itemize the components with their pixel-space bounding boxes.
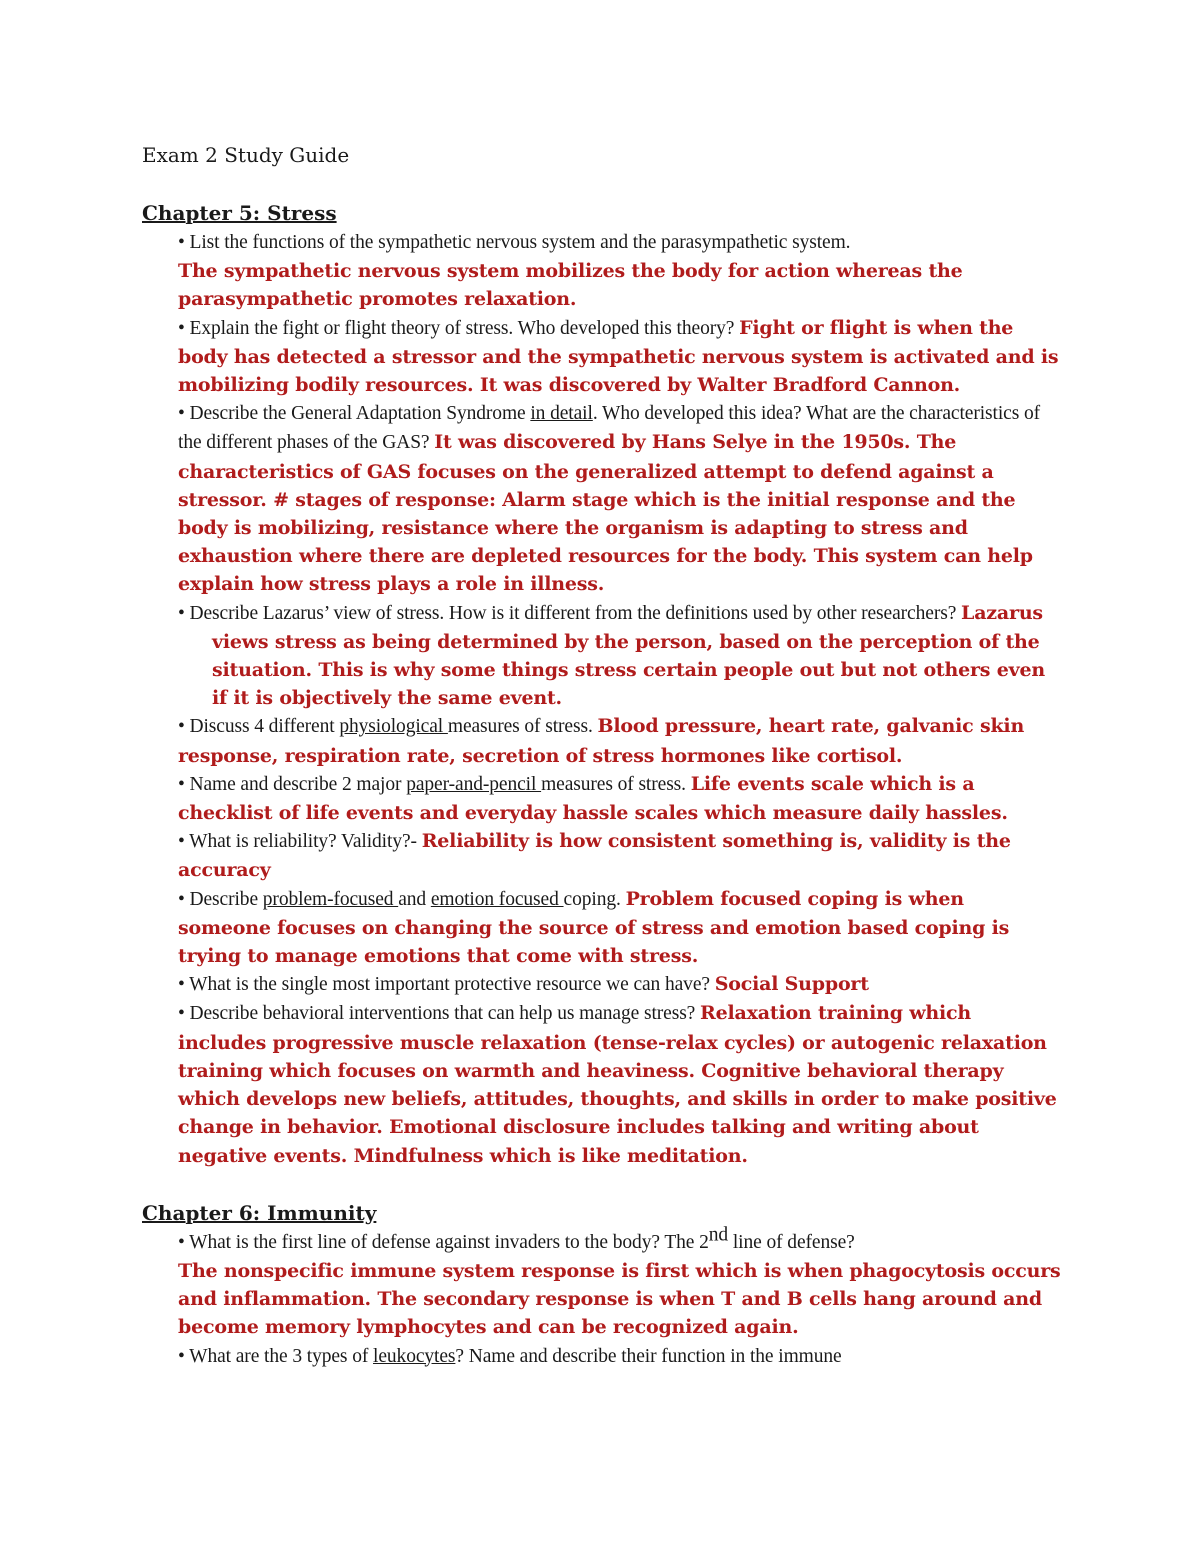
question-text: measures of stress. <box>541 773 691 795</box>
chapter-heading: Chapter 5: Stress <box>142 201 337 225</box>
question-text: • List the functions of the sympathetic nervous system and the parasympathetic system. <box>178 232 851 253</box>
answer-text: Relaxation training which includes progressive muscle relaxation (tense-relax cycles) or autogenic relaxation training which focuses on warmth and heaviness. Cognitive behavioral therapy which develops new beliefs, attitudes, thoughts, and skills in order to make positive change in behavior. Emotional disclosure includes talking and writing about negative events. Mindfulness which is like meditation. <box>178 1002 1057 1167</box>
study-item <box>178 970 1062 999</box>
question-emphasis: leukocytes <box>373 1345 456 1367</box>
question-emphasis: problem-focused <box>262 888 399 910</box>
question-emphasis: paper-and-pencil <box>406 773 542 795</box>
answer-text: Life events scale which is a checklist of life events and everyday hassle scales which measure daily hassles. <box>178 772 1008 825</box>
question-text: . Who developed this idea? What are the characteristics of the different phases of the GAS? <box>178 403 1041 454</box>
answer-text: Lazarus views stress as being determined by the person, based on the perception of the situation. This is why some things stress certain people out but not others even if it is objectively the same event. <box>212 601 1045 710</box>
study-item <box>178 228 1062 314</box>
answer-text: It was discovered by Hans Selye in the 1950s. The characteristics of GAS focuses on the generalized attempt to defend against a stressor. # stages of response: Alarm stage which is the initial response and the body is mobilizing, resistance where the organism is adapting to stress and exhaustion where there are depleted resources for the body. This system can help explain how stress plays a role in illness. <box>178 431 1033 596</box>
question-text: • Name and describe 2 major <box>178 773 407 795</box>
question-emphasis: physiological <box>339 716 448 738</box>
answer-text: Fight or flight is when the body has detected a stressor and the sympathetic nervous system is activated and is mobilizing bodily resources. It was discovered by Walter Bradford Cannon. <box>178 316 1059 397</box>
study-item <box>178 827 1062 884</box>
question-emphasis: emotion focused <box>430 888 564 910</box>
study-item <box>178 1342 1062 1371</box>
study-item <box>178 885 1062 971</box>
question-text: • What are the 3 types of <box>178 1345 374 1367</box>
chapter-heading: Chapter 6: Immunity <box>142 1200 377 1225</box>
question-text: and <box>398 888 431 910</box>
study-item <box>178 770 1062 827</box>
question-text: • Describe Lazarus’ view of stress. How is it different from the definitions used by other researchers? <box>178 602 962 624</box>
study-item <box>178 599 1062 713</box>
answer-text: The sympathetic nervous system mobilizes the body for action whereas the parasympathetic promotes relaxation. <box>178 260 963 311</box>
question-text: coping. <box>563 888 626 910</box>
question-text: • Discuss 4 different <box>178 716 340 738</box>
answer-text: Social Support <box>714 973 869 996</box>
study-item <box>178 999 1062 1169</box>
answer-text: Reliability is how consistent something is, validity is the accuracy <box>178 830 1011 882</box>
question-text: • What is the single most important protective resource we can have? <box>178 974 715 996</box>
question-text: line of defense? <box>728 1231 855 1253</box>
study-item <box>178 1224 1062 1342</box>
answer-text: The nonspecific immune system response is first which is when phagocytosis occurs and inflammation. The secondary response is when T and B cells hang around and become memory lymphocytes and can be recognized again. <box>178 1259 1061 1339</box>
study-item <box>178 712 1062 769</box>
question-text: • Describe <box>178 888 263 910</box>
question-text: • Describe the General Adaptation Syndrome <box>178 403 531 425</box>
ordinal-suffix: nd <box>708 1224 729 1246</box>
study-item <box>178 314 1062 400</box>
question-text: measures of stress. <box>447 716 598 738</box>
answer-text: Blood pressure, heart rate, galvanic skin response, respiration rate, secretion of stress hormones like cortisol. <box>178 715 1025 767</box>
study-item <box>178 399 1062 598</box>
question-text: • What is reliability? Validity?- <box>178 831 422 853</box>
question-text: ? Name and describe their function in the immune <box>455 1345 842 1367</box>
document-body <box>142 140 1062 1371</box>
question-text: • What is the first line of defense against invaders to the body? The 2 <box>178 1231 709 1253</box>
question-text: • Explain the fight or flight theory of stress. Who developed this theory? <box>178 317 740 339</box>
document-title: Exam 2 Study Guide <box>142 143 350 167</box>
question-text: • Describe behavioral interventions that can help us manage stress? <box>178 1003 701 1025</box>
question-emphasis: in detail <box>530 403 593 425</box>
answer-text: Problem focused coping is when someone focuses on changing the source of stress and emotion based coping is trying to manage emotions that come with stress. <box>178 887 1010 968</box>
